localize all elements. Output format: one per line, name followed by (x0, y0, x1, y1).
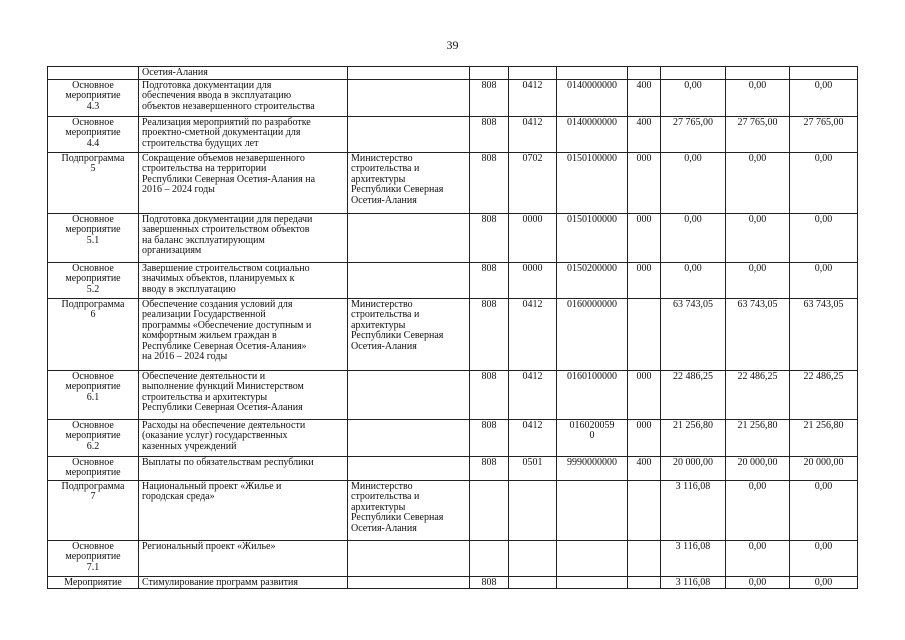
row-year3-amount: 63 743,05 (790, 298, 858, 370)
row-gr-cell: 808 (470, 152, 509, 213)
row-gr-cell (470, 67, 509, 80)
row-executor-cell: Министерство строительства и архитектуры Республики Северная Осетия-Алания (348, 298, 470, 370)
row-year1-amount: 20 000,00 (661, 456, 726, 480)
row-gr-cell: 808 (470, 576, 509, 589)
row-code-cell: Основное мероприятие 5.2 (48, 262, 139, 298)
row-year2-amount (726, 67, 790, 80)
row-year3-amount: 0,00 (790, 540, 858, 576)
row-rz-cell (509, 576, 557, 589)
row-code-cell: Основное мероприятие 4.4 (48, 116, 139, 152)
row-code-cell: Мероприятие (48, 576, 139, 589)
table-row (48, 456, 858, 480)
row-year2-amount: 27 765,00 (726, 116, 790, 152)
row-vr-cell: 400 (628, 456, 661, 480)
row-cs-cell: 0160000000 (557, 298, 628, 370)
row-name-cell: Обеспечение деятельности и выполнение функций Министерством строительства и архитектуры Республики Северная Осетия-Алания (139, 370, 348, 419)
row-code-cell: Подпрограмма 7 (48, 480, 139, 540)
row-name-cell: Выплаты по обязательствам республики (139, 456, 348, 480)
row-name-cell: Национальный проект «Жилье и городская среда» (139, 480, 348, 540)
row-year3-amount (790, 67, 858, 80)
page-number: 39 (446, 38, 459, 52)
table-row (48, 67, 858, 80)
row-executor-cell: Министерство строительства и архитектуры Республики Северная Осетия-Алания (348, 480, 470, 540)
row-year1-amount: 0,00 (661, 79, 726, 116)
table-row (48, 262, 858, 298)
row-cs-cell: 9990000000 (557, 456, 628, 480)
row-executor-cell (348, 419, 470, 456)
row-vr-cell (628, 540, 661, 576)
row-year2-amount: 0,00 (726, 480, 790, 540)
row-rz-cell (509, 67, 557, 80)
row-year1-amount: 27 765,00 (661, 116, 726, 152)
row-vr-cell: 400 (628, 79, 661, 116)
row-name-cell: Расходы на обеспечение деятельности (оказание услуг) государственных казенных учреждений (139, 419, 348, 456)
row-rz-cell: 0000 (509, 213, 557, 262)
row-rz-cell: 0412 (509, 116, 557, 152)
row-executor-cell (348, 540, 470, 576)
row-rz-cell: 0702 (509, 152, 557, 213)
row-name-cell: Подготовка документации для передачи завершенных строительством объектов на баланс эксплуатирующим организациям (139, 213, 348, 262)
table-row (48, 79, 858, 116)
row-vr-cell (628, 298, 661, 370)
row-rz-cell (509, 540, 557, 576)
row-rz-cell: 0412 (509, 298, 557, 370)
row-gr-cell: 808 (470, 262, 509, 298)
table-row (48, 419, 858, 456)
table-row (48, 152, 858, 213)
row-executor-cell (348, 262, 470, 298)
row-code-cell: Подпрограмма 6 (48, 298, 139, 370)
row-year1-amount: 21 256,80 (661, 419, 726, 456)
row-executor-cell (348, 79, 470, 116)
table-row (48, 116, 858, 152)
row-year3-amount: 0,00 (790, 152, 858, 213)
row-rz-cell: 0412 (509, 79, 557, 116)
row-code-cell: Основное мероприятие 5.1 (48, 213, 139, 262)
table-row (48, 370, 858, 419)
row-code-cell: Основное мероприятие 6.1 (48, 370, 139, 419)
row-year1-amount: 3 116,08 (661, 540, 726, 576)
row-name-cell: Региональный проект «Жилье» (139, 540, 348, 576)
row-name-cell: Обеспечение создания условий для реализации Государственной программы «Обеспечение доступным и комфортным жильем граждан в Республике Северная Осетия-Алания» на 2016 – 2024 годы (139, 298, 348, 370)
table-row (48, 298, 858, 370)
row-name-cell: Осетия-Алания (139, 67, 348, 80)
row-executor-cell (348, 576, 470, 589)
row-rz-cell: 0501 (509, 456, 557, 480)
row-rz-cell: 0000 (509, 262, 557, 298)
row-year1-amount: 22 486,25 (661, 370, 726, 419)
row-year3-amount: 0,00 (790, 213, 858, 262)
row-code-cell: Основное мероприятие (48, 456, 139, 480)
row-cs-cell: 0140000000 (557, 116, 628, 152)
row-gr-cell: 808 (470, 298, 509, 370)
row-year3-amount: 21 256,80 (790, 419, 858, 456)
row-year2-amount: 0,00 (726, 540, 790, 576)
row-year2-amount: 0,00 (726, 79, 790, 116)
row-year2-amount: 22 486,25 (726, 370, 790, 419)
row-cs-cell: 016020059 0 (557, 419, 628, 456)
row-vr-cell: 000 (628, 262, 661, 298)
row-year2-amount: 0,00 (726, 262, 790, 298)
row-gr-cell: 808 (470, 419, 509, 456)
budget-table (47, 66, 858, 589)
row-cs-cell: 0150200000 (557, 262, 628, 298)
row-year1-amount: 63 743,05 (661, 298, 726, 370)
row-cs-cell: 0150100000 (557, 213, 628, 262)
row-executor-cell (348, 456, 470, 480)
row-vr-cell: 000 (628, 370, 661, 419)
row-cs-cell (557, 576, 628, 589)
row-gr-cell: 808 (470, 79, 509, 116)
row-executor-cell: Министерство строительства и архитектуры Республики Северная Осетия-Алания (348, 152, 470, 213)
row-vr-cell: 000 (628, 213, 661, 262)
row-code-cell: Основное мероприятие 4.3 (48, 79, 139, 116)
row-year3-amount: 27 765,00 (790, 116, 858, 152)
row-year1-amount (661, 67, 726, 80)
row-year3-amount: 0,00 (790, 480, 858, 540)
row-vr-cell (628, 480, 661, 540)
row-year2-amount: 0,00 (726, 152, 790, 213)
row-gr-cell: 808 (470, 213, 509, 262)
table-row (48, 480, 858, 540)
row-gr-cell (470, 480, 509, 540)
row-year3-amount: 0,00 (790, 576, 858, 589)
row-name-cell: Стимулирование программ развития (139, 576, 348, 589)
table-row (48, 540, 858, 576)
row-vr-cell: 400 (628, 116, 661, 152)
table-row (48, 576, 858, 589)
row-code-cell: Основное мероприятие 6.2 (48, 419, 139, 456)
row-cs-cell (557, 540, 628, 576)
row-code-cell: Подпрограмма 5 (48, 152, 139, 213)
row-executor-cell (348, 67, 470, 80)
row-vr-cell (628, 576, 661, 589)
row-cs-cell (557, 67, 628, 80)
row-gr-cell (470, 540, 509, 576)
row-code-cell: Основное мероприятие 7.1 (48, 540, 139, 576)
row-year1-amount: 3 116,08 (661, 576, 726, 589)
row-code-cell (48, 67, 139, 80)
row-name-cell: Реализация мероприятий по разработке проектно-сметной документации для строительства будущих лет (139, 116, 348, 152)
row-executor-cell (348, 213, 470, 262)
row-year2-amount: 0,00 (726, 213, 790, 262)
row-executor-cell (348, 370, 470, 419)
row-year3-amount: 0,00 (790, 79, 858, 116)
row-rz-cell: 0412 (509, 419, 557, 456)
row-name-cell: Сокращение объемов незавершенного строительства на территории Республики Северная Осетия-Алания на 2016 – 2024 годы (139, 152, 348, 213)
row-name-cell: Завершение строительством социально значимых объектов, планируемых к вводу в эксплуатацию (139, 262, 348, 298)
row-year1-amount: 0,00 (661, 213, 726, 262)
row-year3-amount: 20 000,00 (790, 456, 858, 480)
table-row (48, 213, 858, 262)
row-rz-cell (509, 480, 557, 540)
row-year3-amount: 0,00 (790, 262, 858, 298)
row-executor-cell (348, 116, 470, 152)
row-gr-cell: 808 (470, 370, 509, 419)
row-name-cell: Подготовка документации для обеспечения ввода в эксплуатацию объектов незавершенного строительства (139, 79, 348, 116)
row-year2-amount: 20 000,00 (726, 456, 790, 480)
row-cs-cell: 0150100000 (557, 152, 628, 213)
row-year2-amount: 63 743,05 (726, 298, 790, 370)
row-cs-cell: 0140000000 (557, 79, 628, 116)
row-year1-amount: 0,00 (661, 152, 726, 213)
row-year1-amount: 3 116,08 (661, 480, 726, 540)
row-cs-cell (557, 480, 628, 540)
row-rz-cell: 0412 (509, 370, 557, 419)
row-gr-cell: 808 (470, 116, 509, 152)
row-year2-amount: 0,00 (726, 576, 790, 589)
row-year2-amount: 21 256,80 (726, 419, 790, 456)
row-cs-cell: 0160100000 (557, 370, 628, 419)
row-gr-cell: 808 (470, 456, 509, 480)
row-vr-cell (628, 67, 661, 80)
row-year1-amount: 0,00 (661, 262, 726, 298)
row-year3-amount: 22 486,25 (790, 370, 858, 419)
row-vr-cell: 000 (628, 152, 661, 213)
row-vr-cell: 000 (628, 419, 661, 456)
